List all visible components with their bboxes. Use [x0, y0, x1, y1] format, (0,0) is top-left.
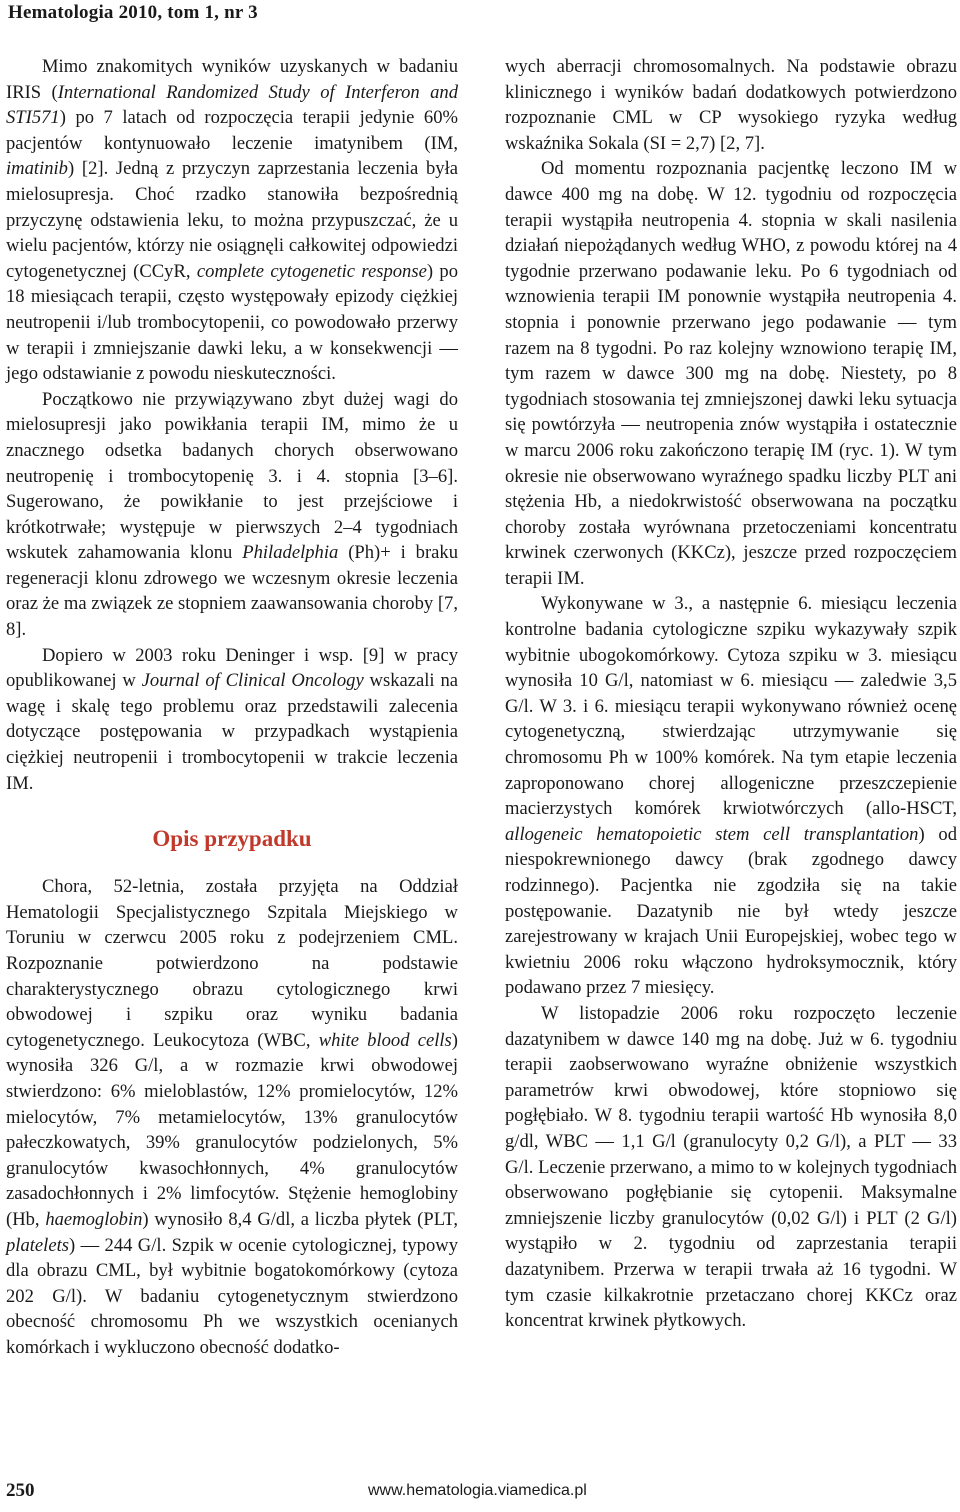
section-heading: Opis przypadku: [152, 826, 312, 852]
italic-term: Philadelphia: [242, 542, 339, 564]
paragraph-continued: wych aberracji chromosomalnych. Na podstawie obrazu klinicznego i wyników badań dodatkowych potwierdzono rozpoznanie CML w CP wysokiego ryzyka według wskaźnika Sokala (SI = 2,7) [2, 7].: [505, 56, 957, 154]
page-number: 250: [6, 1480, 35, 1501]
right-column: [505, 54, 957, 1334]
paragraph: Od momentu rozpoznania pacjentkę leczono IM w dawce 400 mg na dobę. W 12. tygodniu od rozpoczęcia terapii wystąpiła neutropenia 4. stopnia w skali nasilenia działań niepożądanych według WHO, z powodu której na 4 tygodnie przerwano podawanie leku. Po 6 tygodniach od wznowienia terapii IM ponownie wystąpiła neutropenia 4. stopnia i ponownie przerwano jego podawanie — tym razem na 8 tygodni. Po raz kolejny wznowiono terapię IM, tym razem w dawce 300 mg na dobę. Niestety, po 8 tygodniach stosowania tej zmniejszonej dawki leku sytuacja się powtórzyła — neutropenia znów wystąpiła i ostatecznie w marcu 2006 roku zakończono terapię IM (ryc. 1). W tym okresie nie obserwowano wyraźnego spadku liczby PLT ani stężenia Hb, a niedokrwistość obserwowana na początku choroby została wyrównana przetoczeniami koncentratu krwinek czerwonych (KKCz), jeszcze przed rozpoczęciem terapii IM.: [505, 158, 957, 589]
paragraph: Chora, 52-letnia, została przyjęta na Oddział Hematologii Specjalistycznego Szpitala Miejskiego w Toruniu w czerwcu 2005 roku z podejrzeniem CML. Rozpoznanie potwierdzono na podstawie charakterystycznego obrazu cytologicznego krwi obwodowej i szpiku oraz wyniku badania cytogenetycznego. Leukocytoza (WBC, white blood cells) wynosiła 326 G/l, a w rozmazie krwi obwodowej stwierdzono: 6% mieloblastów, 12% promielocytów, 12% mielocytów, 7% metamielocytów, 13% granulocytów pałeczkowatych, 39% granulocytów podzielonych, 5% granulocytów kwasochłonnych, 4% granulocytów zasadochłonnych i 2% limfocytów. Stężenie hemoglobiny (Hb, haemoglobin) wynosiło 8,4 G/dl, a liczba płytek (PLT, platelets) — 244 G/l. Szpik w ocenie cytologicznej, typowy dla obrazu CML, był wybitnie bogatokomórkowy (cytoza 202 G/l). W badaniu cytogenetycznym stwierdzono obecność chromosomu Ph we wszystkich ocenianych komórkach i wykluczono obecność dodatko-: [6, 876, 458, 1358]
italic-term: complete cytogenetic response: [196, 260, 427, 282]
italic-term: International Randomized Study of Interferon and STI571: [6, 81, 458, 129]
italic-term: imatinib: [6, 158, 68, 180]
paragraph: Wykonywane w 3., a następnie 6. miesiącu leczenia kontrolne badania cytologiczne szpiku wykazywały szpik wybitnie ubogokomórkowy. Cytoza szpiku w 3. miesiącu wynosiła 10 G/l, natomiast w 6. miesiącu — zaledwie 3,5 G/l. W 3. i 6. miesiącu terapii wykonywano również ocenę cytogenetyczną, stwierdzając utrzymywanie się chromosomu Ph w 100% komórek. Na tym etapie leczenia zaproponowano chorej allogeniczne przeszczepienie macierzystych komórek krwiotwórczych (allo-HSCT, allogeneic hematopoietic stem cell transplantation) od niespokrewnionego dawcy (brak zgodnego dawcy rodzinnego). Pacjentka nie zgodziła się na takie postępowanie. Dazatynib nie był wtedy jeszcze zarejestrowany w krajach Unii Europejskiej, wobec tego w kwietniu 2006 roku włączono hydroksymocznik, który podawano przez 7 miesięcy.: [505, 593, 958, 999]
paragraph: Mimo znakomitych wyników uzyskanych w badaniu IRIS (International Randomized Study of Interferon and STI571) po 7 latach od rozpoczęcia terapii jedynie 60% pacjentów kontynuowało leczenie imatynibem (IM, imatinib) [2]. Jedną z przyczyn zaprzestania leczenia była mielosupresja. Choć rzadko stanowiła bezpośrednią przyczynę odstawienia leku, to można przypuszczać, że u wielu pacjentów, którzy nie osiągnęli całkowitej odpowiedzi cytogenetycznej (CCyR, complete cytogenetic response) po 18 miesiącach terapii, często występowały epizody ciężkiej neutropenii i/lub trombocytopenii, co powodowało przerwy w terapii i zmniejszanie dawki leku, a w konsekwencji — jego odstawianie z powodu nieskuteczności.: [6, 56, 459, 385]
italic-term: Journal of Clinical Oncology: [141, 670, 364, 692]
paragraph: Dopiero w 2003 roku Deninger i wsp. [9] w pracy opublikowanej w Journal of Clinical Oncology wskazali na wagę i skalę tego problemu oraz przedstawili zalecenia dotyczące postępowania w przypadkach wystąpienia ciężkiej neutropenii i trombocytopenii w trakcie leczenia IM.: [6, 644, 459, 794]
italic-term: allogeneic hematopoietic stem cell transplantation: [505, 823, 919, 845]
running-head: Hematologia 2010, tom 1, nr 3: [8, 2, 258, 23]
journal-url: www.hematologia.viamedica.pl: [368, 1482, 587, 1499]
paragraph: Początkowo nie przywiązywano zbyt dużej wagi do mielosupresji jako powikłania terapii IM, mimo że u znacznego odsetka badanych chorych obserwowano neutropenię i trombocytopenię 3. i 4. stopnia [3–6]. Sugerowano, że powikłanie to jest przejściowe i krótkotrwałe; występuje w pierwszych 2–4 tygodniach wskutek zahamowania klonu Philadelphia (Ph)+ i braku regeneracji klonu zdrowego we wczesnym okresie leczenia oraz że ma związek ze stopniem zaawansowania choroby [7, 8].: [6, 388, 458, 641]
paragraph: W listopadzie 2006 roku rozpoczęto leczenie dazatynibem w dawce 140 mg na dobę. Już w 6. tygodniu terapii zaobserwowano wyraźne obniżenie wszystkich parametrów krwi obwodowej, które stopniowo się pogłębiało. W 8. tygodniu terapii wartość Hb wynosiła 8,0 g/dl, WBC — 1,1 G/l (granulocyty 0,2 G/l), a PLT — 33 G/l. Leczenie przerwano, a mimo to w kolejnych tygodniach obserwowano pogłębianie się cytopenii. Maksymalne zmniejszenie liczby granulocytów (0,02 G/l) i PLT (2 G/l) wystąpiło w 2. tygodniu od zaprzestania terapii dazatynibem. Przerwa w terapii trwała aż 16 tygodni. W tym czasie kilkakrotnie przetaczano chorej KKCz oraz koncentrat krwinek płytkowych.: [505, 1002, 957, 1332]
italic-term: haemoglobin: [45, 1208, 143, 1230]
italic-term: white blood cells: [318, 1029, 452, 1051]
left-column: [6, 54, 458, 1361]
italic-term: platelets: [6, 1234, 69, 1256]
